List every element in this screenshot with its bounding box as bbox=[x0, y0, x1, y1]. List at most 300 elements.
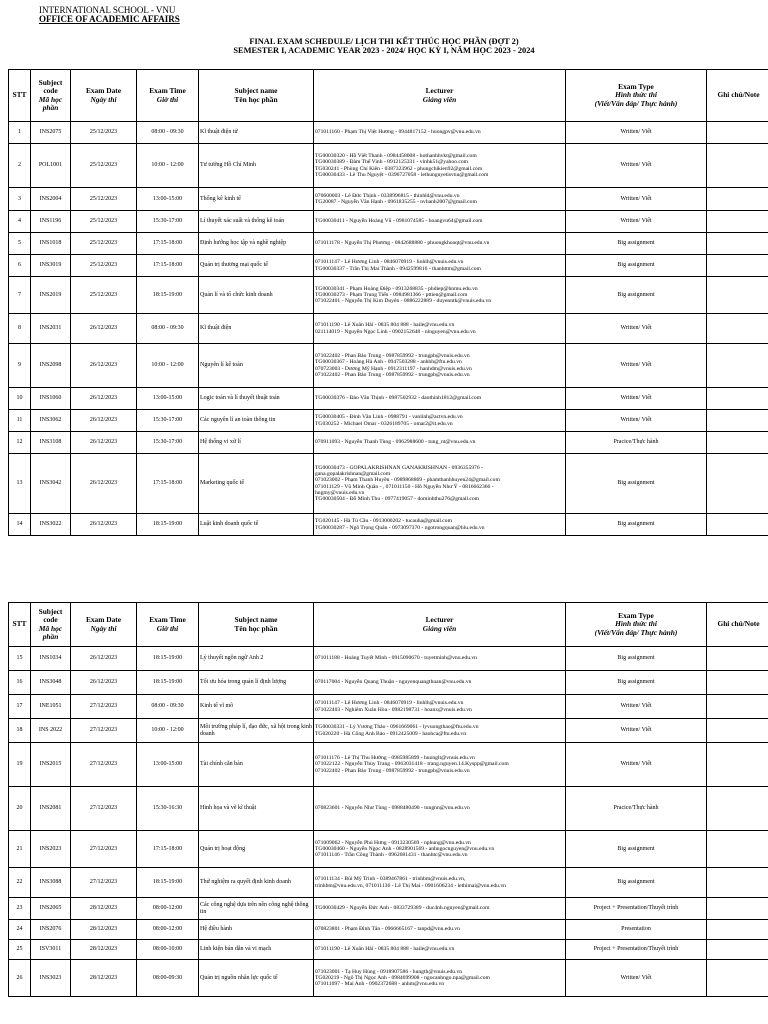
col-time: Exam Time Giờ thi bbox=[137, 70, 199, 122]
lecturer-line: 071011190 - Lê Xuân Hải - 0835 804 888 - haile@vnu.edu.vn bbox=[315, 946, 455, 953]
cell-time: 17:15-18:00 bbox=[137, 454, 199, 514]
lecturer-line: 071011190 - Lê Xuân Hải - 0835 804 888 - haile@vnu.edu.vn bbox=[315, 322, 455, 329]
cell-subject: Các công nghệ dựa trên nền công nghệ thông tin bbox=[199, 898, 314, 920]
cell-time: 10:00 - 12:00 bbox=[137, 344, 199, 388]
cell-date: 26/12/2023 bbox=[71, 647, 137, 671]
table-row bbox=[9, 831, 768, 868]
cell-subject: Quản trị nguồn nhân lực quốc tế bbox=[199, 960, 314, 997]
cell-time: 13:00-15:00 bbox=[137, 188, 199, 211]
cell-time: 08:00-09:30 bbox=[137, 960, 199, 997]
table-row bbox=[9, 514, 768, 536]
cell-time: 18:15-19:00 bbox=[137, 868, 199, 898]
cell-note bbox=[707, 514, 768, 536]
cell-stt: 4 bbox=[9, 211, 31, 233]
table-row bbox=[9, 255, 768, 277]
lecturer-line: TG00030376 - Đào Văn Thịnh - 0987502932 - daothinh1812@gmail.com bbox=[315, 395, 482, 402]
cell-note bbox=[707, 454, 768, 514]
cell-stt: 2 bbox=[9, 144, 31, 188]
cell-time: 10:00 - 12:00 bbox=[137, 144, 199, 188]
lecturer-line: TG00030273 - Phạm Trung Tiến - 0984981366 - pttien@gmail.com bbox=[315, 291, 468, 298]
table-row bbox=[9, 940, 768, 960]
cell-stt: 24 bbox=[9, 920, 31, 940]
lecturer-line: TG00030341 - Phạm Hoàng Điệp - 0913268835 - phdiep@hnmu.edu.vn bbox=[315, 285, 478, 292]
cell-note bbox=[707, 647, 768, 671]
cell-stt: 9 bbox=[9, 344, 31, 388]
cell-exam-type: Big assignment bbox=[566, 647, 707, 671]
cell-stt: 6 bbox=[9, 255, 31, 277]
cell-code: INS2075 bbox=[31, 122, 71, 144]
cell-date: 27/12/2023 bbox=[71, 787, 137, 831]
cell-lecturer bbox=[314, 920, 566, 940]
col-type: Exam Type Hình thức thi (Viết/Vấn đáp/ Thực hành) bbox=[566, 603, 707, 647]
document-subtitle: SEMESTER I, ACADEMIC YEAR 2023 - 2024/ HỌC KỲ I, NĂM HỌC 2023 - 2024 bbox=[233, 46, 535, 55]
lecturer-line: 071023001 - Tạ Huy Hùng - 0918907586 - hungth@vnuis.edu.vn bbox=[315, 968, 463, 975]
lecturer-line: TG020219 - Ngô Thị Ngọc Anh - 0984699908 - ngocanhngo.npa@gmail.com bbox=[315, 974, 490, 981]
cell-exam-type: Written/ Viết bbox=[566, 743, 707, 787]
cell-subject: Các nguyên lí an toàn thông tin bbox=[199, 410, 314, 432]
cell-stt: 14 bbox=[9, 514, 31, 536]
cell-note bbox=[707, 920, 768, 940]
cell-stt: 13 bbox=[9, 454, 31, 514]
col-date: Exam Date Ngày thi bbox=[71, 603, 137, 647]
cell-lecturer bbox=[314, 647, 566, 671]
cell-date: 25/12/2023 bbox=[71, 188, 137, 211]
cell-subject: Lý thuyết ngôn ngữ Anh 2 bbox=[199, 647, 314, 671]
cell-stt: 8 bbox=[9, 314, 31, 344]
cell-exam-type: Pracice/Thực hành bbox=[566, 432, 707, 454]
cell-note bbox=[707, 122, 768, 144]
cell-note bbox=[707, 314, 768, 344]
cell-time: 08:00 - 09:30 bbox=[137, 695, 199, 719]
cell-time: 18:15-19:00 bbox=[137, 514, 199, 536]
cell-note bbox=[707, 410, 768, 432]
lecturer-line: TG00030287 - Ngô Trọng Quân - 0973097370 - ngotrongquan@hlu.edu.vn bbox=[315, 524, 485, 531]
table-row bbox=[9, 743, 768, 787]
lecturer-line: TG00030460 - Nguyễn Ngọc Anh - 0828901569 - anhngocnguyen@vnu.edu.vn bbox=[315, 845, 495, 852]
cell-subject: Marketing quốc tế bbox=[199, 454, 314, 514]
cell-code: INS1034 bbox=[31, 647, 71, 671]
cell-stt: 20 bbox=[9, 787, 31, 831]
table-row bbox=[9, 695, 768, 719]
col-note: Ghi chú/Note bbox=[707, 603, 768, 647]
cell-note bbox=[707, 695, 768, 719]
table-row bbox=[9, 277, 768, 314]
cell-code: INS3042 bbox=[31, 454, 71, 514]
cell-code: INE1051 bbox=[31, 695, 71, 719]
cell-date: 28/12/2023 bbox=[71, 898, 137, 920]
lecturer-line: hngmy@vnuis.edu.vn bbox=[315, 489, 365, 496]
cell-time: 15:30-17:00 bbox=[137, 410, 199, 432]
cell-stt: 3 bbox=[9, 188, 31, 211]
cell-lecturer bbox=[314, 514, 566, 536]
lecturer-line: 071011176 - Lê Thị Thu Hường - 0985985899 - huonglt@vnuis.edu.vn bbox=[315, 755, 475, 762]
cell-lecturer bbox=[314, 831, 566, 868]
cell-stt: 26 bbox=[9, 960, 31, 997]
cell-lecturer bbox=[314, 277, 566, 314]
cell-subject: Luật kinh doanh quốc tế bbox=[199, 514, 314, 536]
cell-lecturer bbox=[314, 787, 566, 831]
table-row bbox=[9, 388, 768, 410]
cell-subject: Kĩ thuật điện tử bbox=[199, 122, 314, 144]
cell-subject: Tài chính căn bản bbox=[199, 743, 314, 787]
cell-subject: Thử nghiệm ra quyết định kinh doanh bbox=[199, 868, 314, 898]
cell-exam-type: Big assignment bbox=[566, 831, 707, 868]
cell-exam-type: Project + Presentation/Thuyết trình bbox=[566, 898, 707, 920]
cell-lecturer bbox=[314, 388, 566, 410]
table-row bbox=[9, 233, 768, 255]
cell-note bbox=[707, 233, 768, 255]
cell-lecturer bbox=[314, 211, 566, 233]
cell-stt: 25 bbox=[9, 940, 31, 960]
cell-exam-type: Written/ Viết bbox=[566, 695, 707, 719]
cell-code: POL1001 bbox=[31, 144, 71, 188]
cell-stt: 16 bbox=[9, 671, 31, 695]
lecturer-line: TG00030433 - Lê Thu Nguyệt - 0396727058 - lethunguyetisvnu@gmail.com bbox=[315, 171, 489, 178]
cell-code: INS2004 bbox=[31, 188, 71, 211]
lecturer-line: TG00030411 - Nguyễn Hoàng Vũ - 0981074585 - hoangvu64@gmail.com bbox=[315, 218, 483, 225]
lecturer-line: 071022402 - Phan Bảo Trung - 0987859992 - trungpb@vnuis.edu.vn bbox=[315, 371, 470, 378]
lecturer-line: TG00030473 - GOPALAKRISHNAN GANAKRISHNAN - 0936355976 - bbox=[315, 464, 483, 471]
cell-note bbox=[707, 255, 768, 277]
cell-note bbox=[707, 831, 768, 868]
cell-note bbox=[707, 277, 768, 314]
col-stt: STT bbox=[9, 603, 31, 647]
table-row bbox=[9, 647, 768, 671]
lecturer-line: TG20087 - Nguyễn Văn Hạnh - 0961835255 - nvhanh2007@gmail.com bbox=[315, 199, 477, 205]
cell-date: 28/12/2023 bbox=[71, 920, 137, 940]
lecturer-line: TG00030367 - Hoàng Hà Anh - 0947503288 - anhhh@ftu.edu.vn bbox=[315, 359, 462, 366]
cell-stt: 18 bbox=[9, 719, 31, 743]
col-stt: STT bbox=[9, 70, 31, 122]
cell-lecturer bbox=[314, 344, 566, 388]
cell-stt: 22 bbox=[9, 868, 31, 898]
cell-stt: 19 bbox=[9, 743, 31, 787]
lecturer-line: 071011147 - Lê Hương Linh - 0846070919 - linhlh@vnuis.edu.vn bbox=[315, 259, 464, 266]
lecturer-line: TG020220 - Hà Công Anh Bảo - 0912425009 - haohca@ftu.edu.vn bbox=[315, 730, 467, 737]
col-time: Exam Time Giờ thi bbox=[137, 603, 199, 647]
cell-date: 27/12/2023 bbox=[71, 743, 137, 787]
cell-exam-type: Big assignment bbox=[566, 454, 707, 514]
table-body bbox=[9, 122, 768, 536]
cell-code: INS2019 bbox=[31, 277, 71, 314]
cell-date: 26/12/2023 bbox=[71, 410, 137, 432]
cell-stt: 12 bbox=[9, 432, 31, 454]
cell-lecturer bbox=[314, 671, 566, 695]
cell-code: INS3023 bbox=[31, 960, 71, 997]
lecturer-line: 071023002 - Phạm Thanh Huyền - 0989868869 - phamthanhhuyen24@gmail.com bbox=[315, 477, 500, 484]
cell-lecturer bbox=[314, 695, 566, 719]
cell-exam-type: Big assignment bbox=[566, 233, 707, 255]
cell-lecturer bbox=[314, 432, 566, 454]
lecturer-line: TG00030405 - Đinh Văn Linh - 0988791 - vanlinh@actvn.edu.vn bbox=[315, 414, 463, 421]
exam-schedule-table-2 bbox=[8, 602, 768, 997]
cell-lecturer bbox=[314, 233, 566, 255]
cell-lecturer bbox=[314, 743, 566, 787]
lecturer-line: TG030252 - Michael Omar - 0326189705 - omar2@it.edu.vn bbox=[315, 420, 453, 427]
cell-stt: 5 bbox=[9, 233, 31, 255]
cell-subject: Kĩ thuật điện bbox=[199, 314, 314, 344]
cell-time: 17:15-18:00 bbox=[137, 255, 199, 277]
cell-time: 08:00 - 09:30 bbox=[137, 314, 199, 344]
cell-subject: Hình họa và vẽ kĩ thuật bbox=[199, 787, 314, 831]
lecturer-line: 071011129 - Vũ Minh Quân - , 071011150 - Hồ Nguyễn Như Ý - 0816662366 - bbox=[315, 483, 494, 490]
cell-date: 28/12/2023 bbox=[71, 960, 137, 997]
cell-exam-type: Written/ Viết bbox=[566, 410, 707, 432]
lecturer-line: TG00030320 - Hồ Viết Thanh - 0984458008 - hothanhhvkt@gmail.com bbox=[315, 153, 477, 160]
lecturer-line: TG030241 - Phùng Chí Kiên - 0387323962 - phungchikien92@gmail.com bbox=[315, 165, 483, 172]
cell-stt: 17 bbox=[9, 695, 31, 719]
lecturer-line: gana.gopalakrishnan@gmail.com bbox=[315, 471, 391, 478]
cell-date: 25/12/2023 bbox=[71, 144, 137, 188]
cell-exam-type: Big assignment bbox=[566, 514, 707, 536]
cell-subject: Định hướng học tập và nghề nghiệp bbox=[199, 233, 314, 255]
cell-exam-type: Written/ Viết bbox=[566, 122, 707, 144]
cell-stt: 21 bbox=[9, 831, 31, 868]
cell-subject: Hệ điều hành bbox=[199, 920, 314, 940]
table-row bbox=[9, 432, 768, 454]
cell-exam-type: Big assignment bbox=[566, 671, 707, 695]
cell-note bbox=[707, 144, 768, 188]
lecturer-line: 071011134 - Bùi Mỹ Trinh - 0389467861 - trinhbm@vnuis.edu.vn, bbox=[315, 876, 466, 883]
cell-lecturer bbox=[314, 144, 566, 188]
col-type: Exam Type Hình thức thi (Viết/Vấn đáp/ Thực hành) bbox=[566, 70, 707, 122]
cell-time: 10:00 - 12:00 bbox=[137, 719, 199, 743]
col-lecturer: Lecturer Giảng viên bbox=[314, 70, 566, 122]
cell-code: INS2015 bbox=[31, 743, 71, 787]
table-row bbox=[9, 344, 768, 388]
lecturer-line: 070823601 - Nguyễn Như Tùng - 0988480490 - tungnn@vnu.edu.vn bbox=[315, 805, 470, 812]
cell-time: 15:30-17:00 bbox=[137, 211, 199, 233]
cell-exam-type: Project + Presentation/Thuyết trình bbox=[566, 940, 707, 960]
col-code: Subject code Mã học phần bbox=[31, 603, 71, 647]
cell-note bbox=[707, 960, 768, 997]
lecturer-line: 070911093 - Nguyễn Thanh Tùng - 0962988600 - tung_nt@vnu.edu.vn bbox=[315, 439, 476, 446]
cell-note bbox=[707, 787, 768, 831]
cell-note bbox=[707, 719, 768, 743]
cell-subject: Linh kiện bán dẫn và vi mạch bbox=[199, 940, 314, 960]
cell-stt: 15 bbox=[9, 647, 31, 671]
cell-time: 15:30-17:00 bbox=[137, 432, 199, 454]
lecturer-line: TG020145 - Hà Tú Cầu - 0913000202 - tucauha@gmail.com bbox=[315, 518, 452, 525]
cell-time: 18:15-19:00 bbox=[137, 671, 199, 695]
cell-time: 13:00-15:00 bbox=[137, 388, 199, 410]
exam-schedule-table-1 bbox=[8, 69, 768, 536]
cell-lecturer bbox=[314, 868, 566, 898]
cell-subject: Tối ưu hóa trong quản lí định lượng bbox=[199, 671, 314, 695]
cell-code: INS1060 bbox=[31, 388, 71, 410]
cell-note bbox=[707, 388, 768, 410]
table-header bbox=[9, 603, 768, 647]
cell-time: 17:15-18:00 bbox=[137, 233, 199, 255]
cell-stt: 1 bbox=[9, 122, 31, 144]
cell-subject: Tư tưởng Hồ Chí Minh bbox=[199, 144, 314, 188]
cell-code: INS2081 bbox=[31, 787, 71, 831]
cell-subject: Môi trường pháp lí, đạo đức, xã hội trong kinh doanh bbox=[199, 719, 314, 743]
cell-note bbox=[707, 868, 768, 898]
cell-code: ISV3011 bbox=[31, 940, 71, 960]
cell-date: 26/12/2023 bbox=[71, 314, 137, 344]
lecturer-line: TG00030429 - Nguyễn Đức Anh - 0833729389 - duc4nh.nguyen@gmail.com bbox=[315, 905, 490, 912]
cell-lecturer bbox=[314, 410, 566, 432]
lecturer-line: TG00030504 - Đỗ Minh Thu - 0977419057 - dominhthu276@gmail.com bbox=[315, 495, 479, 502]
cell-date: 25/12/2023 bbox=[71, 277, 137, 314]
cell-code: INS3108 bbox=[31, 432, 71, 454]
cell-stt: 10 bbox=[9, 388, 31, 410]
cell-lecturer bbox=[314, 454, 566, 514]
cell-code: INS 2022 bbox=[31, 719, 71, 743]
table-row bbox=[9, 410, 768, 432]
cell-subject: Lí thuyết xác suất và thống kê toán bbox=[199, 211, 314, 233]
table-row bbox=[9, 144, 768, 188]
cell-exam-type: Big assignment bbox=[566, 277, 707, 314]
cell-exam-type: Big assignment bbox=[566, 868, 707, 898]
cell-lecturer bbox=[314, 940, 566, 960]
cell-date: 26/12/2023 bbox=[71, 514, 137, 536]
cell-date: 25/12/2023 bbox=[71, 211, 137, 233]
cell-note bbox=[707, 743, 768, 787]
cell-note bbox=[707, 898, 768, 920]
cell-lecturer bbox=[314, 122, 566, 144]
cell-time: 15:30-16:30 bbox=[137, 787, 199, 831]
cell-date: 28/12/2023 bbox=[71, 940, 137, 960]
cell-code: INS2031 bbox=[31, 314, 71, 344]
cell-exam-type: Presentation bbox=[566, 920, 707, 940]
table-row bbox=[9, 719, 768, 743]
cell-stt: 11 bbox=[9, 410, 31, 432]
cell-exam-type: Written/ Viết bbox=[566, 719, 707, 743]
cell-exam-type: Written/ Viết bbox=[566, 144, 707, 188]
lecturer-line: TG00030331 - Lý Vương Thảo - 0961669061 - lyvuongthao@ftu.edu.vn bbox=[315, 724, 479, 731]
cell-lecturer bbox=[314, 314, 566, 344]
cell-subject: Quản trị hoạt động bbox=[199, 831, 314, 868]
cell-exam-type: Big assignment bbox=[566, 255, 707, 277]
col-subject: Subject name Tên học phần bbox=[199, 603, 314, 647]
cell-time: 17:15-18:00 bbox=[137, 831, 199, 868]
cell-note bbox=[707, 211, 768, 233]
cell-time: 18:15-19:00 bbox=[137, 277, 199, 314]
cell-lecturer bbox=[314, 255, 566, 277]
cell-lecturer bbox=[314, 960, 566, 997]
cell-subject: Logic toán và lí thuyết thuật toán bbox=[199, 388, 314, 410]
table-row bbox=[9, 454, 768, 514]
cell-stt: 23 bbox=[9, 898, 31, 920]
table-row bbox=[9, 898, 768, 920]
lecturer-line: 071011188 - Hoàng Tuyết Minh - 0915090670 - tuyetminh@vnu.edu.vn bbox=[315, 655, 477, 662]
cell-exam-type: Written/ Viết bbox=[566, 188, 707, 211]
table-row bbox=[9, 122, 768, 144]
cell-time: 18:15-19:00 bbox=[137, 647, 199, 671]
lecturer-line: 071011160 - Phạm Thị Việt Hương - 0944817152 - huongpv@vnu.edu.vn bbox=[315, 129, 481, 136]
table-row bbox=[9, 920, 768, 940]
cell-lecturer bbox=[314, 898, 566, 920]
cell-stt: 7 bbox=[9, 277, 31, 314]
cell-note bbox=[707, 344, 768, 388]
cell-subject: Nguyên lí kế toán bbox=[199, 344, 314, 388]
cell-subject: Thống kê kinh tế bbox=[199, 188, 314, 211]
cell-subject: Kinh tế vĩ mô bbox=[199, 695, 314, 719]
col-note: Ghi chú/Note bbox=[707, 70, 768, 122]
cell-exam-type: Written/ Viết bbox=[566, 344, 707, 388]
lecturer-line: 071011097 - Mai Anh - 0902372688 - anhm@vnu.edu.vn bbox=[315, 981, 445, 988]
cell-exam-type: Written/ Viết bbox=[566, 960, 707, 997]
cell-time: 08:00-12:00 bbox=[137, 920, 199, 940]
lecturer-line: 071022122 - Nguyễn Thùy Trang - 0963031418 - trang.nguyen.14.Kyspp@gmail.com bbox=[315, 761, 509, 768]
table-row bbox=[9, 787, 768, 831]
cell-code: INS2098 bbox=[31, 344, 71, 388]
cell-exam-type: Written/ Viết bbox=[566, 211, 707, 233]
cell-code: INS2065 bbox=[31, 898, 71, 920]
table-row bbox=[9, 671, 768, 695]
cell-date: 25/12/2023 bbox=[71, 255, 137, 277]
table-header bbox=[9, 70, 768, 122]
col-date: Exam Date Ngày thi bbox=[71, 70, 137, 122]
cell-note bbox=[707, 671, 768, 695]
cell-code: INS3019 bbox=[31, 255, 71, 277]
col-code: Subject code Mã học phần bbox=[31, 70, 71, 122]
lecturer-line: 070723003 - Dương Mỹ Hạnh - 0912311197 - hanhdm@vnuis.edu.vn bbox=[315, 365, 472, 372]
table-row bbox=[9, 868, 768, 898]
cell-date: 27/12/2023 bbox=[71, 695, 137, 719]
lecturer-line: 070117004 - Nguyễn Quang Thuận - nguyenquangthuan@vnu.edu.vn bbox=[315, 679, 472, 686]
cell-time: 08:00-10:00 bbox=[137, 940, 199, 960]
cell-date: 25/12/2023 bbox=[71, 233, 137, 255]
lecturer-line: 071022402 - Phan Bảo Trung - 0987859992 - trungpb@vnuis.edu.vn bbox=[315, 353, 470, 360]
cell-date: 26/12/2023 bbox=[71, 671, 137, 695]
table-body bbox=[9, 647, 768, 997]
cell-subject: Quản lí và tổ chức kinh doanh bbox=[199, 277, 314, 314]
cell-time: 08:00-12:00 bbox=[137, 898, 199, 920]
table-row bbox=[9, 960, 768, 997]
cell-code: INS3062 bbox=[31, 410, 71, 432]
cell-date: 26/12/2023 bbox=[71, 454, 137, 514]
cell-code: INS2076 bbox=[31, 920, 71, 940]
lecturer-line: 070600003 - Lê Đức Thịnh - 0338996815 - thinhld@vnu.edu.vn bbox=[315, 192, 460, 199]
cell-date: 27/12/2023 bbox=[71, 868, 137, 898]
cell-subject: Hệ thống vi xử lí bbox=[199, 432, 314, 454]
cell-note bbox=[707, 940, 768, 960]
lecturer-line: 071022401 - Nguyễn Thị Kim Duyên - 0886222889 - duyenntk@vnuis.edu.vn bbox=[315, 298, 492, 305]
cell-date: 25/12/2023 bbox=[71, 122, 137, 144]
cell-exam-type: Pracice/Thực hành bbox=[566, 787, 707, 831]
lecturer-line: 071022403 - Nghiêm Xuân Hòa - 0982198731 - hoanx@vnuis.edu.vn bbox=[315, 706, 472, 713]
cell-code: INS2023 bbox=[31, 831, 71, 868]
cell-time: 08:00 - 09:30 bbox=[137, 122, 199, 144]
lecturer-line: 071011178 - Nguyễn Thị Phương - 0842688880 - phuongkhoaqt@vnu.edu.vn bbox=[315, 240, 490, 247]
lecturer-line: 071011146 - Trần Công Thành - 0962681431 - thanhtc@vnu.edu.vn bbox=[315, 852, 468, 859]
table-row bbox=[9, 211, 768, 233]
cell-exam-type: Written/ Viết bbox=[566, 388, 707, 410]
cell-lecturer bbox=[314, 188, 566, 211]
cell-date: 26/12/2023 bbox=[71, 344, 137, 388]
lecturer-line: trinhbm@vnu.edu.vn, 071011136 - Lê Thị Mai - 0901606234 - lethimai@vnu.edu.vn bbox=[315, 882, 506, 889]
cell-date: 26/12/2023 bbox=[71, 388, 137, 410]
document-title: FINAL EXAM SCHEDULE/ LỊCH THI KẾT THÚC HỌC PHẦN (ĐỢT 2) bbox=[249, 37, 519, 46]
cell-lecturer bbox=[314, 719, 566, 743]
cell-date: 26/12/2023 bbox=[71, 432, 137, 454]
cell-code: INS1018 bbox=[31, 233, 71, 255]
cell-code: INS3048 bbox=[31, 671, 71, 695]
cell-date: 27/12/2023 bbox=[71, 719, 137, 743]
col-lecturer: Lecturer Giảng viên bbox=[314, 603, 566, 647]
lecturer-line: 071011147 - Lê Hương Linh - 0846070919 - linhlh@vnuis.edu.vn bbox=[315, 700, 464, 707]
lecturer-line: TG00030389 - Đàm Thế Vinh - 0912125331 - vinhk51@yahoo.com bbox=[315, 159, 468, 166]
cell-exam-type: Written/ Viết bbox=[566, 314, 707, 344]
office-name: OFFICE OF ACADEMIC AFFAIRS bbox=[39, 14, 180, 24]
table-row bbox=[9, 188, 768, 211]
lecturer-line: TG00030337 - Trần Thị Mai Thành - 0942599816 - thanhttm@gmail.com bbox=[315, 265, 481, 272]
cell-code: INS1196 bbox=[31, 211, 71, 233]
school-name: INTERNATIONAL SCHOOL - VNU bbox=[39, 5, 176, 15]
